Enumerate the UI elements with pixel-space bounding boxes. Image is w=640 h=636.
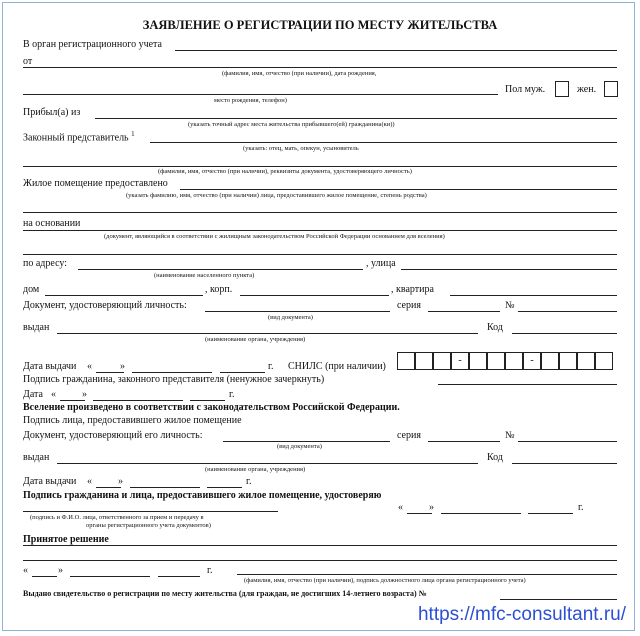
- date-month-field[interactable]: [93, 400, 183, 401]
- issue-year2-field[interactable]: [207, 487, 242, 488]
- certify-year-field[interactable]: [528, 513, 573, 514]
- legal-rep-label: Законный представитель $^1$: [23, 130, 135, 144]
- certify-year-suffix: г.: [578, 502, 584, 513]
- gender-male-label: Пол муж.: [505, 84, 546, 95]
- hint-official-2: органы регистрационного учета документов): [86, 522, 211, 529]
- house-field[interactable]: [45, 295, 203, 296]
- snils-cell[interactable]: [433, 352, 451, 370]
- building-label: , корп.: [205, 284, 233, 295]
- birthplace-field[interactable]: [23, 94, 498, 95]
- official-signature-field[interactable]: [23, 511, 278, 512]
- signatures-certify: Подпись гражданина и лица, предоставившего жилое помещение, удостоверяю: [23, 490, 382, 501]
- issue-date-quote-open: «: [87, 361, 92, 372]
- provider-doc-type-field[interactable]: [223, 441, 390, 442]
- series2-label: серия: [397, 430, 421, 441]
- provider-extra-field[interactable]: [23, 212, 617, 213]
- hint-doc-type: (вид документа): [268, 314, 313, 321]
- series-label: серия: [397, 300, 421, 311]
- signature-citizen-field[interactable]: [438, 384, 617, 385]
- snils-cell[interactable]: [469, 352, 487, 370]
- hint-birthplace: место рождения, телефон): [214, 97, 287, 104]
- issue-date-label: Дата выдачи: [23, 361, 77, 372]
- code2-field[interactable]: [512, 463, 617, 464]
- number-field[interactable]: [518, 311, 617, 312]
- issue-date-quote-close: »: [120, 361, 125, 372]
- legal-rep-details-field[interactable]: [23, 166, 617, 167]
- issue-year-field[interactable]: [220, 372, 265, 373]
- issue-day2-field[interactable]: [96, 487, 121, 488]
- final-year-field[interactable]: [158, 576, 200, 577]
- code-field[interactable]: [512, 333, 617, 334]
- certify-day-field[interactable]: [407, 513, 432, 514]
- official-final-field[interactable]: [237, 574, 617, 575]
- decision-field[interactable]: [23, 545, 617, 546]
- certificate-number-field[interactable]: [500, 599, 617, 600]
- final-month-field[interactable]: [70, 576, 150, 577]
- hint-organ-name2: (наименование органа, учреждения): [205, 466, 306, 473]
- apartment-field[interactable]: [450, 295, 617, 296]
- issue-day-field[interactable]: [96, 372, 124, 373]
- snils-cell[interactable]: [541, 352, 559, 370]
- hint-basis: (документ, являющийся в соответствии с жилищным законодательством Российской Федерации основанием для вселения): [104, 233, 445, 240]
- certify-date-quote-open: «: [398, 502, 403, 513]
- watermark-url: https://mfc-consultant.ru/: [417, 604, 626, 625]
- number2-label: №: [505, 430, 515, 441]
- hint-provider: (указать фамилию, имя, отчество (при наличии) лица, предоставившего жилое помещение, степень родства): [126, 192, 427, 199]
- date-year-suffix: г.: [229, 389, 235, 400]
- id-doc-type-field[interactable]: [205, 311, 390, 312]
- snils-cell[interactable]: [415, 352, 433, 370]
- id-doc-his-label: Документ, удостоверяющий его личность:: [23, 430, 203, 441]
- dwelling-provided-field[interactable]: [180, 189, 617, 190]
- snils-separator: -: [523, 352, 541, 370]
- code-label: Код: [487, 322, 503, 333]
- date-day-field[interactable]: [60, 400, 85, 401]
- street-field[interactable]: [401, 269, 617, 270]
- house-label: дом: [23, 284, 40, 295]
- certificate-issued-label: Выдано свидетельство о регистрации по месту жительства (для граждан, не достигших 14-летнего возраста) №: [23, 589, 427, 598]
- issue-year-suffix: г.: [268, 361, 274, 372]
- to-organ-field[interactable]: [175, 50, 617, 51]
- hint-organ-name: (наименование органа, учреждения): [205, 336, 306, 343]
- final-date-quote-close: »: [58, 565, 63, 576]
- series-field[interactable]: [428, 311, 500, 312]
- settlement-notice: Вселение произведено в соответствии с законодательством Российской Федерации.: [23, 402, 400, 413]
- hint-official-final: (фамилия, имя, отчество (при наличии), подпись должностного лица органа регистрационного учета): [244, 577, 526, 584]
- page-title: ЗАЯВЛЕНИЕ О РЕГИСТРАЦИИ ПО МЕСТУ ЖИТЕЛЬСТВА: [142, 18, 498, 32]
- to-organ-label: В орган регистрационного учета: [23, 39, 162, 50]
- legal-rep-field[interactable]: [150, 142, 617, 143]
- hint-rep-fio: (фамилия, имя, отчество (при наличии), реквизиты документа, удостоверяющего личность): [158, 168, 412, 175]
- series2-field[interactable]: [428, 441, 500, 442]
- number2-field[interactable]: [518, 441, 617, 442]
- from-label: от: [23, 56, 33, 67]
- basis-extra-field[interactable]: [23, 254, 617, 255]
- issue-month2-field[interactable]: [130, 487, 200, 488]
- certify-date-quote-close: »: [429, 502, 434, 513]
- issued2-label: выдан: [23, 452, 50, 463]
- street-label: , улица: [366, 258, 396, 269]
- date-quote-close: »: [82, 389, 87, 400]
- date-label: Дата: [23, 389, 43, 400]
- date-quote-open: «: [51, 389, 56, 400]
- code2-label: Код: [487, 452, 503, 463]
- issue-year2-suffix: г.: [246, 476, 252, 487]
- hint-official-1: (подпись и Ф.И.О. лица, ответственного за прием и передачу в: [30, 514, 204, 521]
- issued-label: выдан: [23, 322, 50, 333]
- settlement-field[interactable]: [78, 269, 363, 270]
- id-doc-label: Документ, удостоверяющий личность:: [23, 300, 187, 311]
- arrived-from-field[interactable]: [95, 118, 617, 119]
- final-date-quote-open: «: [23, 565, 28, 576]
- on-basis-field[interactable]: [23, 230, 617, 231]
- dwelling-provided-label: Жилое помещение предоставлено: [23, 178, 168, 189]
- address-label: по адресу:: [23, 258, 68, 269]
- issued2-by-field[interactable]: [57, 463, 478, 464]
- issue-month-field[interactable]: [132, 372, 212, 373]
- issued-by-field[interactable]: [57, 333, 478, 334]
- final-year-suffix: г.: [207, 565, 213, 576]
- on-basis-label: на основании: [23, 218, 81, 229]
- gender-male-checkbox[interactable]: [555, 81, 569, 97]
- snils-cell[interactable]: [397, 352, 415, 370]
- snils-cell[interactable]: [559, 352, 577, 370]
- arrived-from-label: Прибыл(а) из: [23, 107, 81, 118]
- decision-extra-field[interactable]: [23, 560, 617, 561]
- gender-female-checkbox[interactable]: [604, 81, 618, 97]
- snils-separator: -: [451, 352, 469, 370]
- number-label: №: [505, 300, 515, 311]
- hint-prev-address: (указать точный адрес места жительства прибывшего(ей) гражданина(ки)): [188, 121, 395, 128]
- decision-label: Принятое решение: [23, 534, 109, 545]
- final-day-field[interactable]: [32, 576, 57, 577]
- issue-date2-label: Дата выдачи: [23, 476, 77, 487]
- snils-cell[interactable]: [577, 352, 595, 370]
- from-field[interactable]: [23, 67, 617, 68]
- apartment-label: , квартира: [391, 284, 434, 295]
- snils-cell[interactable]: [487, 352, 505, 370]
- issue-date2-quote-close: »: [118, 476, 123, 487]
- issue-date2-quote-open: «: [87, 476, 92, 487]
- gender-female-label: жен.: [577, 84, 597, 95]
- signature-citizen-label: Подпись гражданина, законного представителя (ненужное зачеркнуть): [23, 374, 325, 385]
- hint-doc-type2: (вид документа): [277, 443, 322, 450]
- hint-fio-birth: (фамилия, имя, отчество (при наличии), дата рождения,: [222, 70, 377, 77]
- date-year-field[interactable]: [190, 400, 225, 401]
- snils-label: СНИЛС (при наличии): [288, 361, 386, 372]
- hint-settlement: (наименование населенного пункта): [154, 272, 255, 279]
- snils-cell[interactable]: [505, 352, 523, 370]
- hint-rep-type: (указать: отец, мать, опекун, усыновитель: [243, 145, 359, 152]
- snils-cell[interactable]: [595, 352, 613, 370]
- certify-month-field[interactable]: [441, 513, 521, 514]
- signature-provider-label: Подпись лица, предоставившего жилое помещение: [23, 415, 242, 426]
- building-field[interactable]: [240, 295, 389, 296]
